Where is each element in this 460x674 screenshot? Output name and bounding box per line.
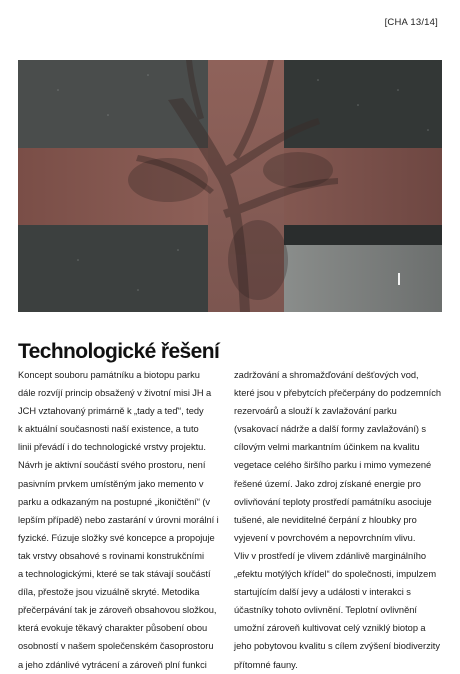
page-number-label: [CHA 13/14] bbox=[384, 17, 438, 28]
text-line: cílovým velmi markantním účinkem na kvalitu bbox=[234, 442, 420, 453]
text-line: zadržování a shromažďování dešťových vod, bbox=[234, 370, 419, 380]
text-line: která evokuje těkavý charakter působení obou bbox=[18, 623, 208, 634]
text-line: a jeho zdánlivé vytrácení a zároveň plní funkci bbox=[18, 659, 207, 670]
text-line: linii převádí i do technologické vrstvy projektu. bbox=[18, 442, 206, 453]
text-line: účastníky tohoto ovlivnění. Teplotní ovlivnění bbox=[234, 605, 418, 616]
text-line: rezervoárů a slouží k zavlažování parku bbox=[234, 406, 397, 417]
text-line: vyjevení v povrchovém a nepovrchním vlivu. bbox=[234, 532, 416, 543]
text-line: přítomné fauny. bbox=[234, 659, 298, 670]
text-line: fyzické. Fúzuje složky své koncepce a propojuje bbox=[18, 532, 215, 543]
text-line: ovlivňování teploty prostředí památníku asociuje bbox=[234, 496, 432, 507]
text-line: vegetace celého širšího parku i mimo vymezené bbox=[234, 460, 432, 471]
section-title: Technologické řešení bbox=[18, 340, 220, 363]
text-line: osobností v našem společenském časoprostoru bbox=[18, 641, 214, 652]
text-line: Koncept souboru památníku a biotopu parku bbox=[18, 370, 200, 380]
text-line: pasivním prvkem umístěným jako memento v bbox=[18, 478, 204, 489]
text-line: díla, přestože jsou vizuálně skryté. Metodika bbox=[18, 587, 200, 598]
cross-memorial-photo bbox=[18, 60, 442, 312]
text-line: tak vrstvy obsahové s rovinami konstrukčními bbox=[18, 550, 205, 561]
text-line: (vsakovací nádrže a další formy zavlažování) s bbox=[234, 424, 427, 435]
text-line: Návrh je aktivní součástí svého prostoru, není bbox=[18, 460, 206, 471]
text-line: „efektu motýlých křídel“ do společnosti, impulzem bbox=[234, 569, 437, 580]
text-line: startujícím další jevy a události v interakci s bbox=[234, 587, 411, 598]
text-line: Vliv v prostředí je vlivem zdánlivě marginálního bbox=[234, 550, 427, 561]
photo-illustration bbox=[18, 60, 442, 312]
text-line: a technologickými, které se tak stávají součástí bbox=[18, 569, 211, 580]
text-line: tušené, ale neviditelné čerpání z hloubky pro bbox=[234, 514, 417, 525]
text-line: řešené území. Jako zdroj získané energie pro bbox=[234, 478, 421, 489]
text-line: k aktuální současnosti naší existence, a tuto bbox=[18, 424, 199, 435]
text-line: dále rozvíjí princip obsažený v životní misi JH a bbox=[18, 388, 212, 399]
text-line: jeho pobytovou kvalitu s cílem zvýšení biodiverzity bbox=[234, 641, 441, 652]
text-line: umožní zároveň kultivovat celý vzniklý biotop a bbox=[234, 623, 426, 634]
text-line: přečerpávání tak je zároveň obsahovou složkou, bbox=[18, 605, 217, 616]
text-line: lepším případě) nebo zastarání v úrovni morální i bbox=[18, 514, 219, 525]
text-line: parku a odkazaným na postupné „ikoničtění“ (v bbox=[18, 496, 211, 507]
text-line: které jsou v přebytcích přečerpány do podzemních bbox=[234, 388, 442, 399]
text-line: JCH vztahovaný primárně k „tady a teď“, tedy bbox=[18, 406, 204, 417]
body-text-left-column bbox=[18, 366, 228, 674]
body-text-right-column bbox=[234, 366, 448, 674]
